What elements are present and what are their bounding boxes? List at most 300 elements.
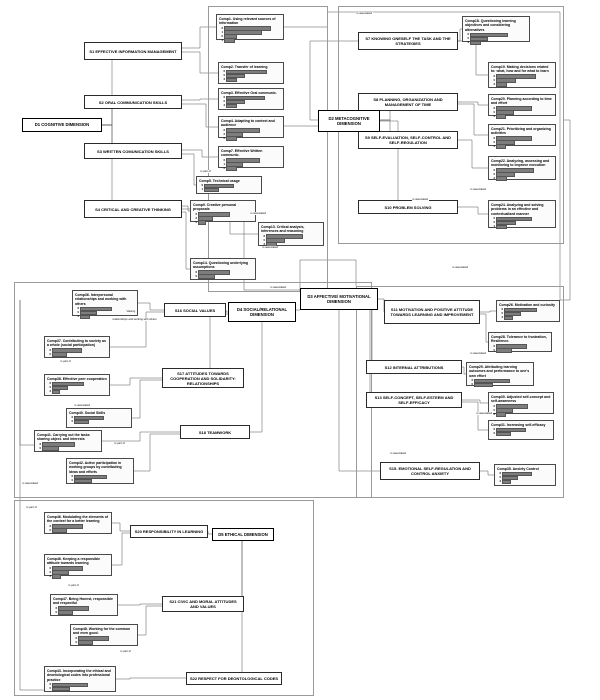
competency-node-c18[interactable] [466,362,534,386]
competency-bar-chart [221,96,281,107]
competency-bar-chart [219,27,281,42]
competency-bar-chart [193,271,253,278]
bar-value-label: 6 [195,269,197,274]
bar-fill [52,574,61,579]
bar-fill [198,274,215,279]
dimension-node-d1[interactable] [22,118,102,132]
competency-label: Comp40. Social Skills [69,411,106,415]
bar-fill [52,390,60,395]
category-node-s4[interactable] [84,200,182,218]
bar-value-label: 0 [493,139,495,144]
competency-node-c24[interactable] [44,374,110,396]
bar-value-label: 3 [49,389,51,394]
category-node-s16[interactable] [164,303,226,317]
bar-row [47,687,113,690]
competency-label: Comp42. Active participation in working groups by contributing ideas and efforts [69,461,122,474]
competency-label: Comp26. Motivation and curiosity [499,303,556,307]
bar-value-label: 6 [49,523,51,528]
competency-bar-chart [491,428,551,435]
bar-row [47,575,109,578]
bar-row [491,413,551,416]
competency-node-c21[interactable] [494,464,556,486]
category-node-s2[interactable] [84,95,182,109]
dimension-label: D1 COGNITIVE DIMENSION [34,122,90,128]
competency-label: Comp36. Interpersonal relationships and working with others [75,293,127,306]
bar-value-label: 1 [221,29,223,34]
edge-label: is part of [26,506,37,509]
bar-value-label: 0 [39,445,41,450]
competency-node-c10[interactable] [462,16,530,45]
competency-label: Comp37. Contributing to society as a whole (social participation) [47,339,106,348]
bar-value-label: 6 [493,167,495,172]
competency-node-c8[interactable] [258,222,324,246]
bar-fill [74,420,89,425]
bar-value-label: 6 [493,343,495,348]
bar-value-label: 6 [501,307,503,312]
bar-fill [224,38,235,43]
bar-fill [496,82,507,87]
bar-value-label: 2 [195,215,197,220]
bar-fill [474,383,493,388]
bar-value-label: 6 [49,381,51,386]
edge-label: relationships and working with others [112,318,157,321]
category-node-s1[interactable] [84,42,182,60]
competency-bar-chart [491,137,553,148]
bar-value-label: 4 [221,37,223,42]
competency-node-c11[interactable] [488,62,556,88]
category-node-s10[interactable] [358,200,458,214]
category-label: S22 RESPECT FOR DEONTOLOGICAL CODES [189,676,279,681]
bar-value-label: 3 [493,143,495,148]
bar-row [491,349,549,352]
competency-node-c9[interactable] [190,258,256,280]
bar-fill [496,144,506,149]
bar-value-label: 3 [493,81,495,86]
bar-value-label: 0 [493,109,495,114]
category-node-s11[interactable] [384,300,480,324]
competency-bar-chart [47,683,113,690]
bar-value-label: 3 [501,315,503,320]
category-label: S16 SOCIAL VALUES [174,307,216,313]
bar-row [193,275,253,278]
bar-fill [52,528,67,533]
bar-row [469,383,531,386]
category-node-s13[interactable] [366,392,462,408]
category-label: S17 ATTITUDES TOWARDS COOPERATION AND SOLIDARITY: RELATIONSHIPS [170,370,236,386]
bar-fill [496,114,506,119]
competency-bar-chart [47,382,107,393]
competency-bar-chart [221,70,281,81]
category-label: S11 MOTIVATION AND POSITIVE ATTITUDE TOWARDS LEARNING AND IMPROVEMENT [390,307,474,317]
bar-fill [204,188,219,193]
bar-value-label: 6 [499,471,501,476]
bar-value-label: 6 [71,415,73,420]
competency-label: Comp2. Transfer of learning [221,65,268,69]
bar-row [491,177,553,180]
category-label: S12 INTERNAL ATTRIBUTIONS [384,364,444,370]
bar-row [221,167,281,170]
edge-label: is associated [476,412,493,415]
edge-label: is associated [74,404,91,407]
bar-value-label: 0 [49,351,51,356]
bar-value-label: 6 [223,95,225,100]
competency-node-c28[interactable] [44,512,112,534]
bar-fill [74,479,92,484]
edge-label: is associated [270,286,287,289]
bar-value-label: 0 [195,219,197,224]
bar-value-label: 6 [221,25,223,30]
bar-value-label: 6 [49,682,51,687]
competency-label: Comp41. Carrying out the tasks sharing object. and interests [37,433,90,442]
bar-value-label: 0 [493,220,495,225]
bar-value-label: 2 [223,131,225,136]
bar-value-label: 0 [223,135,225,140]
edge-label: is part of [60,360,71,363]
bar-row [497,480,553,483]
competency-bar-chart [193,213,253,224]
competency-node-c12[interactable] [488,94,556,116]
bar-value-label: 6 [49,565,51,570]
bar-fill [226,166,237,171]
dimension-node-d4[interactable] [228,302,296,322]
bar-row [47,529,109,532]
competency-label: Comp3. Effective Oral communic. [221,91,277,95]
bar-fill [52,687,70,692]
bar-value-label: 6 [75,635,77,640]
edge-label: is part of [68,584,79,587]
category-node-s8[interactable] [358,93,458,111]
bar-value-label: 0 [493,77,495,82]
competency-node-c23[interactable] [44,336,110,358]
bar-value-label: 0 [77,310,79,315]
bar-row [47,353,107,356]
bar-value-label: 6 [467,32,469,37]
category-node-s22[interactable] [186,672,282,685]
competency-bar-chart [469,379,531,386]
bar-fill [42,446,59,451]
competency-node-c31[interactable] [70,624,138,646]
bar-value-label: 6 [493,73,495,78]
bar-row [465,41,527,44]
bar-row [219,39,281,42]
competency-bar-chart [69,475,131,482]
competency-node-c16[interactable] [496,300,560,322]
dimension-label: D4 SOCIAL/RELATIONAL DIMENSION [236,306,288,317]
category-label: S1 EFFECTIVE INFORMATION MANAGEMENT [89,48,177,54]
bar-row [221,104,281,107]
competency-label: Comp9. Creative personal proposals [193,203,237,212]
bar-value-label: 6 [49,347,51,352]
bar-value-label: 6 [55,605,57,610]
competency-node-c3[interactable] [218,88,284,110]
dimension-label: D3 AFFECTIVE/ MOTIVATIONAL DIMENSION [307,293,371,304]
category-label: S3 WRITTEN COMUNICATION SKILLS [97,148,169,154]
bar-value-label: 0 [195,273,197,278]
edge-label: is associated [390,452,407,455]
bar-value-label: 0 [493,171,495,176]
competency-node-c32[interactable] [44,666,116,692]
edge-label: Valuing [126,310,136,313]
bar-value-label: 0 [263,237,265,242]
competency-bar-chart [491,169,553,180]
bar-row [73,641,135,644]
bar-value-label: 0 [471,382,473,387]
bar-fill [226,78,237,83]
bar-value-label: 6 [493,427,495,432]
competency-bar-chart [261,235,321,246]
edge-label: is part of [114,442,125,445]
competency-node-c6[interactable] [196,176,262,194]
edge-label: is associated [470,188,487,191]
bar-value-label: 3 [493,175,495,180]
bar-row [193,221,253,224]
bar-value-label: 0 [467,36,469,41]
bar-fill [502,480,511,485]
bar-value-label: 3 [223,77,225,82]
bar-value-label: 6 [71,474,73,479]
competency-bar-chart [497,472,553,483]
category-node-s7[interactable] [358,32,458,50]
bar-value-label: 3 [49,573,51,578]
competency-node-c4[interactable] [218,116,284,138]
bar-row [53,611,115,614]
bar-value-label: 3 [467,40,469,45]
bar-value-label: 6 [263,233,265,238]
competency-label: Comp4. Adapting to context and audience [221,119,275,128]
competency-bar-chart [47,349,107,356]
category-label: S8 PLANNING, ORGANIZATION AND MANAGEMENT OF TIME [373,97,443,107]
bar-value-label: 6 [77,306,79,311]
competency-label: Comp35. Anxiety Control [497,467,539,471]
bar-value-label: 6 [39,441,41,446]
category-label: S13 SELF-CONCEPT, SELF-ESTEEM AND SELF-EFFICACY [374,395,454,405]
bar-row [491,145,553,148]
competency-node-c2[interactable] [218,62,284,84]
competency-label: Comp29. Attributing learning outcomes and performance to one's own effort [469,365,530,378]
bar-fill [80,315,90,320]
competency-label: Comp47. Being Honest, responsible and respectful [53,597,113,606]
bar-value-label: 0 [49,527,51,532]
bar-value-label: 3 [77,314,79,319]
competency-bar-chart [53,607,115,614]
bar-row [221,137,281,140]
competency-node-c27[interactable] [66,458,134,484]
category-node-s17[interactable] [162,368,244,388]
competency-bar-chart [73,637,135,644]
competency-label: Comp46. Keeping a responsible attitude towards learning [47,557,101,566]
bar-value-label: 6 [201,183,203,188]
competency-label: Comp31. Increasing self-efficacy [491,423,546,427]
edge-label: is associated [452,266,469,269]
bar-row [491,432,551,435]
bar-value-label: 0 [55,609,57,614]
competency-bar-chart [47,525,109,532]
category-node-s20[interactable] [130,525,208,538]
category-label: S9 SELF-EVALUATION, SELF-CONTROL AND SELF-REGULATION [364,135,452,145]
bar-fill [226,104,237,109]
competency-node-c19[interactable] [488,392,554,414]
bar-row [221,78,281,81]
bar-row [491,225,553,228]
bar-value-label: 0 [493,431,495,436]
bar-value-label: 0 [221,33,223,38]
bar-value-label: 0 [493,347,495,352]
competency-label: Comp43. Incorporating the ethical and deontological codes into professional practice [47,669,111,682]
bar-value-label: 1 [223,161,225,166]
dimension-node-d2[interactable] [318,110,380,132]
competency-bar-chart [491,345,549,352]
bar-fill [78,640,93,645]
competency-node-c1[interactable] [216,14,284,40]
bar-value-label: 3 [499,479,501,484]
bar-value-label: 0 [223,165,225,170]
competency-label: Comp30. Adjusted self-concept and self-awareness [491,395,551,404]
bar-value-label: 6 [223,127,225,132]
competency-bar-chart [221,159,281,170]
bar-value-label: 6 [195,211,197,216]
competency-node-c14[interactable] [488,156,556,180]
competency-node-c13[interactable] [488,124,556,146]
category-label: S7 KNOWING ONESELF THE TASK AND THE STRATEGIES [365,36,451,46]
bar-fill [496,225,507,230]
bar-value-label: 0 [493,407,495,412]
competency-node-c15[interactable] [488,200,556,228]
competency-label: Comp1. Using relevant sources of information [219,17,276,26]
bar-value-label: 6 [223,69,225,74]
bar-value-label: 3 [263,241,265,246]
edge-label: is part of [200,170,211,173]
competency-bar-chart [491,75,553,86]
competency-bar-chart [499,308,557,319]
bar-value-label: 0 [49,569,51,574]
competency-bar-chart [491,107,553,118]
bar-row [491,83,553,86]
competency-bar-chart [465,33,527,44]
competency-node-c20[interactable] [488,420,554,440]
edge-label: is part of [120,650,131,653]
competency-label: Comp5. Technical usage [199,179,240,183]
bar-fill [58,610,73,615]
bar-value-label: 6 [493,216,495,221]
category-label: S18 TEAMWORK [198,429,232,435]
edge-label: is associated [470,352,487,355]
bar-fill [198,220,206,225]
bar-value-label: 3 [223,103,225,108]
competency-bar-chart [69,416,129,423]
category-node-s12[interactable] [366,360,462,374]
competency-label: Comp48. Working for the common and even good. [73,627,131,636]
category-node-s3[interactable] [84,143,182,159]
bar-value-label: 3 [493,411,495,416]
bar-row [69,479,131,482]
competency-node-c26[interactable] [34,430,102,452]
category-node-s15[interactable] [380,462,480,480]
bar-value-label: 3 [493,113,495,118]
competency-bar-chart [491,217,553,228]
category-label: S2 ORAL COMMUNICATION SKILLS [98,99,168,105]
bar-row [499,316,557,319]
bar-value-label: 0 [501,311,503,316]
competency-node-c7[interactable] [190,200,256,222]
bar-value-label: 0 [223,99,225,104]
competency-label: Comp18. Questioning learning objectives and considering alternatives [465,19,516,32]
competency-label: Comp22. Analyzing, assessing and monitoring to improve execution [491,159,550,168]
bar-value-label: 0 [49,686,51,691]
competency-label: Comp21. Prioritizing and organizing activities [491,127,551,136]
bar-value-label: 6 [471,378,473,383]
bar-value-label: 0 [499,475,501,480]
edge-label: is associated [250,212,267,215]
dimension-node-d3[interactable] [300,288,378,310]
competency-node-c30[interactable] [50,594,118,616]
edge-label: is associated [22,482,39,485]
competency-label: Comp14. Questioning underlying assumptions [193,261,249,270]
bar-value-label: 4 [493,224,495,229]
bar-row [37,447,99,450]
competency-label: Comp28. Tolerance to frustration, Resilience. [491,335,547,344]
category-label: S20 RESPONSIBILITY IN LEARNING [134,529,204,534]
bar-value-label: 6 [493,403,495,408]
bar-value-label: 6 [493,105,495,110]
competency-node-c17[interactable] [488,332,552,352]
bar-fill [496,432,511,437]
edge-label: is associated [262,246,279,249]
bar-fill [496,412,506,417]
category-node-s9[interactable] [358,131,458,149]
competency-bar-chart [199,184,259,191]
bar-fill [496,176,507,181]
competency-node-c29[interactable] [44,554,112,576]
bar-value-label: 0 [223,73,225,78]
competency-node-c5[interactable] [218,146,284,168]
category-node-s18[interactable] [180,425,250,439]
edge-label: is associated [412,198,429,201]
bar-fill [52,352,67,357]
bar-value-label: 6 [223,157,225,162]
dimension-label: D5 ETHICAL DIMENSION [218,531,268,537]
dimension-node-d5[interactable] [212,528,274,541]
category-label: S4 CRITICAL AND CREATIVE THINKING [95,206,171,212]
bar-value-label: 0 [71,478,73,483]
bar-row [199,188,259,191]
category-label: S21 CIVIC AND MORAL ATTITUDES AND VALUES [169,599,237,609]
competency-bar-chart [491,405,551,416]
edge-label: is associated [356,12,373,15]
category-label: S10 PROBLEM SOLVING [384,204,432,210]
bar-row [47,390,107,393]
competency-label: Comp46. Modulating the elements of the context for a better learning [47,515,109,524]
bar-value-label: 0 [75,639,77,644]
bar-fill [226,136,237,141]
dimension-label: D2 METACOGNITIVE DIMENSION [328,115,370,126]
bar-row [491,115,553,118]
competency-bar-chart [47,567,109,578]
bar-value-label: 0 [49,385,51,390]
competency-bar-chart [37,443,99,450]
competency-label: Comp19. Making decisions related to: what, how and for what to learn [491,65,549,74]
bar-fill [470,41,481,46]
category-node-s21[interactable] [162,596,244,612]
category-label: S15. EMOTIONAL SELF-REGULATION AND CONTROL ANXIETY [389,466,471,476]
bar-value-label: 1 [201,187,203,192]
bar-value-label: 0 [71,419,73,424]
competency-label: Comp24. Analyzing and solving problems in an effective and contextualized manner [491,203,544,216]
bar-value-label: 6 [493,135,495,140]
competency-label: Comp20. Planning according to time and effort [491,97,552,106]
competency-label: Comp38. Effective peer cooperation [47,377,107,381]
competency-node-c25[interactable] [66,408,132,428]
bar-fill [496,348,512,353]
